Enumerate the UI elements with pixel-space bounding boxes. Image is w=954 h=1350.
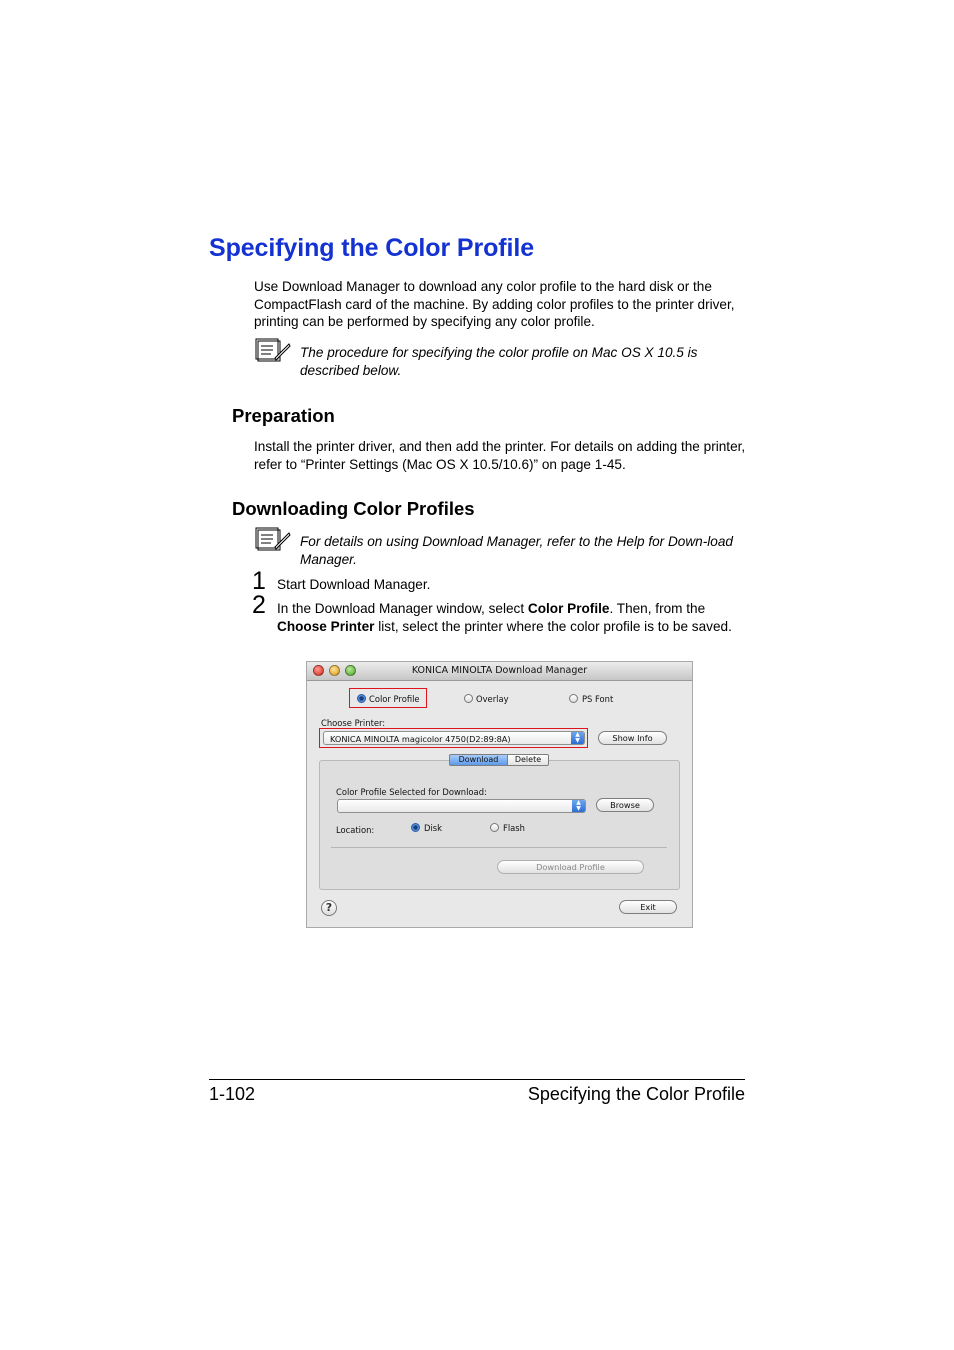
radio-color-profile-label: Color Profile [369, 694, 420, 704]
radio-color-profile[interactable] [357, 694, 366, 703]
radio-overlay[interactable] [464, 694, 473, 703]
printer-select-value: KONICA MINOLTA magicolor 4750(D2:89:8A) [330, 734, 511, 744]
select-arrows-icon: ▲ ▼ [572, 800, 585, 812]
intro-paragraph: Use Download Manager to download any color profile to the hard disk or the CompactFlash card of the machine. By adding color profiles to the printer driver, printing can be performed by specifying any color profile. [254, 279, 735, 329]
tab-delete[interactable]: Delete [507, 754, 549, 766]
step-number: 2 [252, 591, 266, 619]
location-label: Location: [336, 825, 375, 835]
panel-divider [331, 847, 667, 848]
browse-button[interactable]: Browse [596, 798, 654, 812]
preparation-text: Install the printer driver, and then add the printer. For details on adding the printer, refer to “Printer Settings (Mac OS X 10.5/10.6)” on page 1-45. [254, 439, 746, 472]
radio-overlay-label: Overlay [476, 694, 509, 704]
page-title: Specifying the Color Profile [209, 234, 535, 262]
note-icon [255, 527, 291, 551]
note-mac-os: The procedure for specifying the color profile on Mac OS X 10.5 is described below. [300, 345, 698, 378]
choose-printer-label: Choose Printer: [321, 718, 386, 728]
note-icon [255, 338, 291, 362]
step-number: 1 [252, 567, 266, 595]
footer-section-title: Specifying the Color Profile [527, 1084, 745, 1104]
select-arrows-icon: ▲ ▼ [571, 732, 584, 744]
window-titlebar [307, 662, 692, 681]
printer-select[interactable] [323, 731, 585, 745]
preparation-heading: Preparation [232, 405, 335, 426]
radio-disk[interactable] [411, 823, 420, 832]
tab-download[interactable]: Download [449, 754, 508, 766]
show-info-button[interactable]: Show Info [598, 731, 667, 745]
radio-disk-label: Disk [424, 823, 442, 833]
download-manager-window [306, 661, 693, 928]
radio-ps-font[interactable] [569, 694, 578, 703]
downloading-heading: Downloading Color Profiles [232, 498, 475, 519]
radio-flash-label: Flash [503, 823, 525, 833]
window-title: KONICA MINOLTA Download Manager [411, 665, 588, 676]
step-text: In the Download Manager window, select Color Profile. Then, from the Choose Printer list, select the printer where the color profile is to be saved. [277, 601, 732, 634]
download-profile-button[interactable]: Download Profile [497, 860, 644, 874]
exit-button[interactable]: Exit [619, 900, 677, 914]
note-help: For details on using Download Manager, refer to the Help for Down-load Manager. [300, 534, 733, 567]
page-number: 1-102 [209, 1084, 256, 1104]
profile-select[interactable] [337, 799, 586, 813]
help-icon[interactable]: ? [321, 900, 337, 916]
radio-flash[interactable] [490, 823, 499, 832]
footer-rule [209, 1079, 745, 1080]
download-panel [319, 760, 680, 890]
step-text: Start Download Manager. [277, 577, 431, 592]
radio-ps-font-label: PS Font [582, 694, 614, 704]
profile-selected-label: Color Profile Selected for Download: [336, 787, 487, 797]
